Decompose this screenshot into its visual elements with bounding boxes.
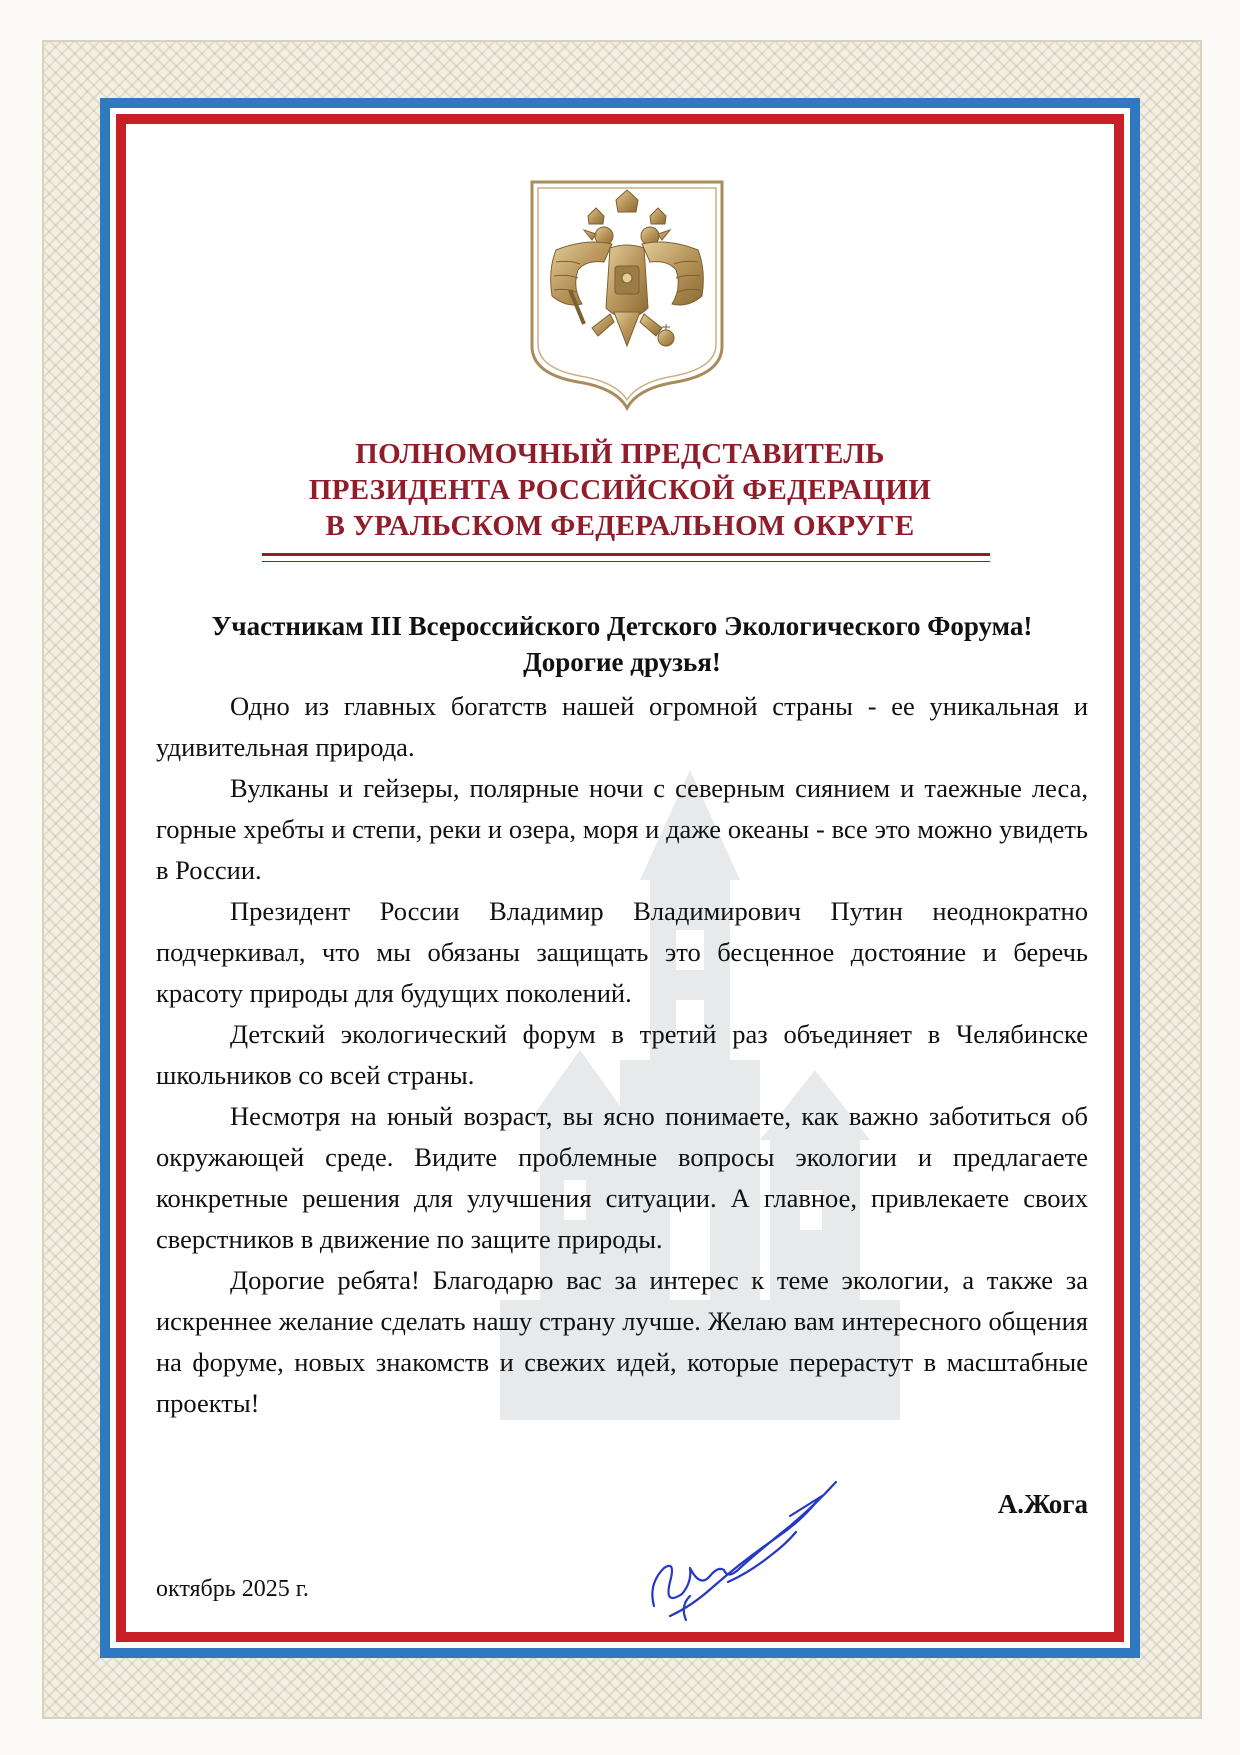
paragraph: Детский экологический форум в третий раз объединяет в Челябинске школьников со всей страны. <box>156 1019 1088 1090</box>
paragraph: Президент России Владимир Владимирович Путин неоднократно подчеркивал, что мы обязаны защищать это бесценное достояние и беречь красоту природы для будущих поколений. <box>156 896 1088 1008</box>
heading-rule-thick <box>262 553 990 556</box>
paragraph: Несмотря на юный возраст, вы ясно понимаете, как важно заботиться об окружающей среде. Видите проблемные вопросы экологии и предлагаете конкретные решения для улучшения ситуации. А главное, привлекаете своих сверстников в движение по защите природы. <box>156 1101 1088 1254</box>
office-heading <box>240 436 1000 544</box>
heading-line-3: В УРАЛЬСКОМ ФЕДЕРАЛЬНОМ ОКРУГЕ <box>325 510 915 542</box>
addressee: Участникам III Всероссийского Детского Экологического Форума! <box>211 611 1033 641</box>
signatory-name: А.Жога <box>997 1489 1088 1519</box>
letter-date: октябрь 2025 г. <box>156 1576 309 1602</box>
handwritten-signature <box>640 1456 860 1626</box>
letter-paragraphs <box>156 686 1088 1424</box>
heading-line-1: ПОЛНОМОЧНЫЙ ПРЕДСТАВИТЕЛЬ <box>355 438 885 470</box>
coat-of-arms-icon <box>526 178 728 412</box>
paragraph: Вулканы и гейзеры, полярные ночи с северным сиянием и таежные леса, горные хребты и степи, реки и озера, моря и даже океаны - все это можно увидеть в России. <box>156 773 1088 885</box>
heading-line-2: ПРЕЗИДЕНТА РОССИЙСКОЙ ФЕДЕРАЦИИ <box>308 474 932 506</box>
letter-body <box>156 608 1088 1424</box>
heading-rule-thin <box>262 561 990 562</box>
salutation: Дорогие друзья! <box>523 647 721 677</box>
paragraph: Одно из главных богатств нашей огромной страны - ее уникальная и удивительная природа. <box>156 691 1088 762</box>
paragraph: Дорогие ребята! Благодарю вас за интерес к теме экологии, а также за искреннее желание сделать нашу страну лучше. Желаю вам интересного общения на форуме, новых знакомств и свежих идей, которые перерастут в масштабные проекты! <box>156 1265 1088 1418</box>
